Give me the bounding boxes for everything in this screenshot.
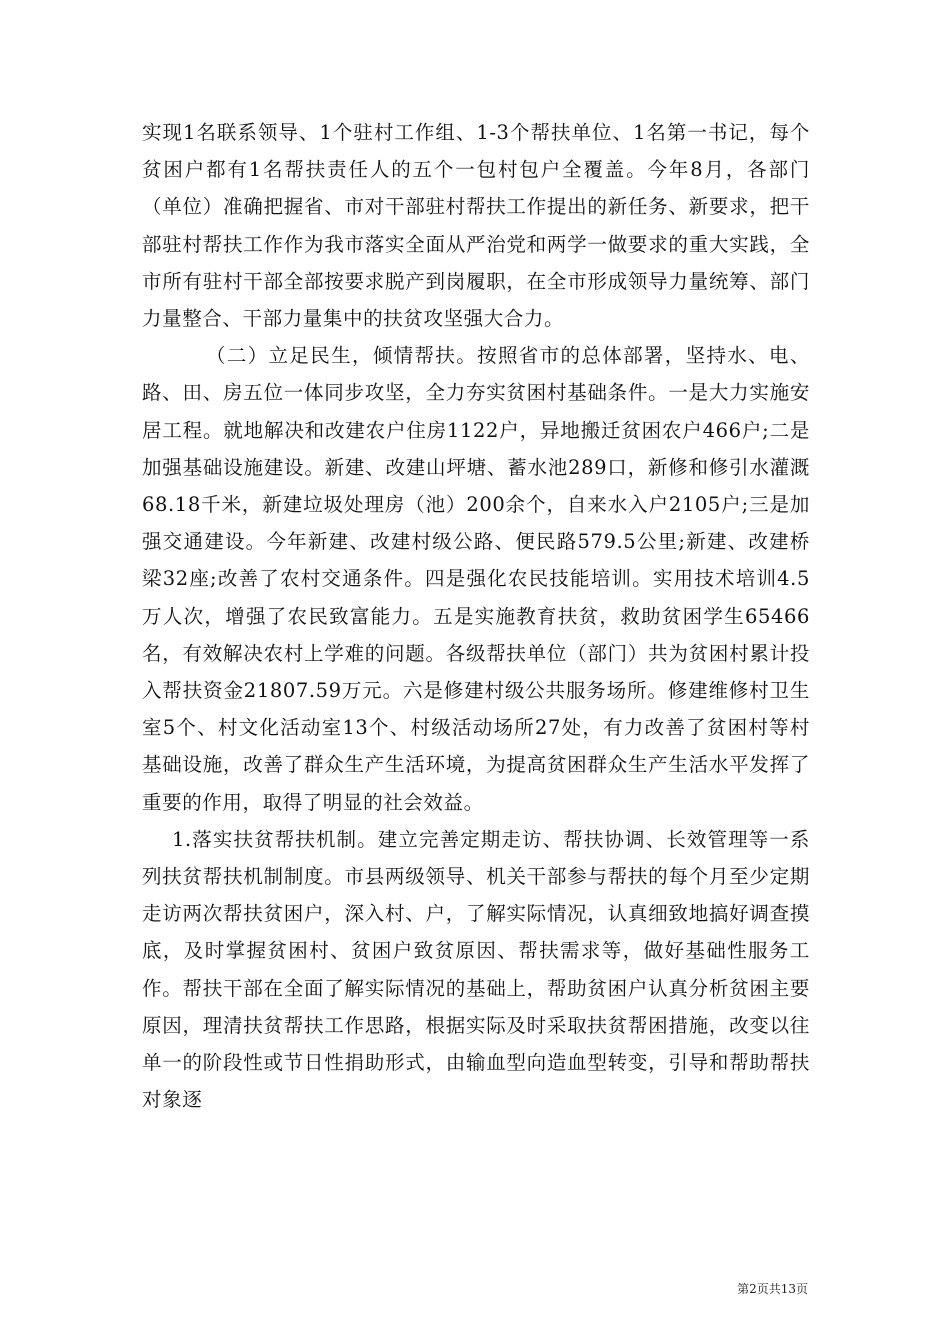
paragraph-cadre-coverage: 实现1名联系领导、1个驻村工作组、1-3个帮扶单位、1名第一书记，每个贫困户都有1名帮扶责任人的五个一包村包户全覆盖。今年8月，各部门（单位）准确把握省、市对干部驻村帮扶工作提出的新任务、新要求，把干部驻村帮扶工作作为我市落实全面从严治党和两学一做要求的重大实践，全市所有驻村干部全部按要求脱产到岗履职，在全市形成领导力量统筹、部门力量整合、干部力量集中的扶贫攻坚强大合力。 bbox=[142, 121, 810, 331]
paragraph-livelihood-support: （二）立足民生，倾情帮扶。按照省市的总体部署，坚持水、电、路、田、房五位一体同步攻坚，全力夯实贫困村基础条件。一是大力实施安居工程。就地解决和改建农户住房1122户，异地搬迁贫困农户466户;二是加强基础设施建设。新建、改建山坪塘、蓄水池289口，新修和修引水灌溉68.18千米，新建垃圾处理房（池）200余个，自来水入户2105户;三是加强交通建设。今年新建、改建村级公路、便民路579.5公里;新建、改建桥梁32座;改善了农村交通条件。四是强化农民技能培训。实用技术培训4.5万人次，增强了农民致富能力。五是实施教育扶贫，救助贫困学生65466名，有效解决农村上学难的问题。各级帮扶单位（部门）共为贫困村累计投入帮扶资金21807.59万元。六是修建村级公共服务场所。修建维修村卫生室5个、村文化活动室13个、村级活动场所27处，有力改善了贫困村等村基础设施，改善了群众生产生活环境，为提高贫困群众生产生活水平发挥了重要的作用，取得了明显的社会效益。 bbox=[142, 344, 810, 814]
paragraph-support-mechanism: 1.落实扶贫帮扶机制。建立完善定期走访、帮扶协调、长效管理等一系列扶贫帮扶机制制度。市县两级领导、机关干部参与帮扶的每个月至少定期走访两次帮扶贫困户，深入村、户，了解实际情况，认真细致地搞好调查摸底，及时掌握贫困村、贫困户致贫原因、帮扶需求等，做好基础性服务工作。帮扶干部在全面了解实际情况的基础上，帮助贫困户认真分析贫困主要原因，理清扶贫帮扶工作思路，根据实际及时采取扶贫帮困措施，改变以往单一的阶段性或节日性捐助形式，由输血型向造血型转变，引导和帮助帮扶对象逐 bbox=[142, 827, 810, 1112]
page-number-footer: 第2页共13页 bbox=[737, 1282, 808, 1296]
document-body bbox=[142, 114, 810, 1118]
